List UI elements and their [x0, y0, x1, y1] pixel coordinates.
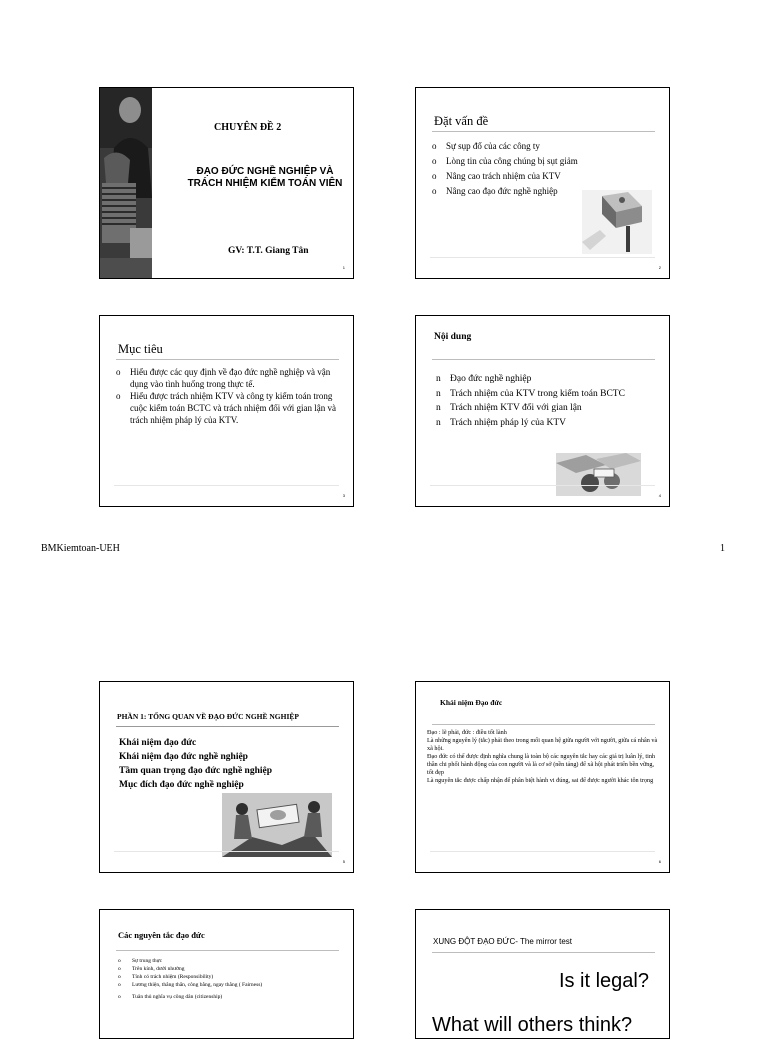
- list-item: n Trách nhiệm pháp lý của KTV: [436, 416, 656, 431]
- list-item: Tầm quan trọng đạo đức nghề nghiệp: [119, 766, 272, 776]
- slide-3: [99, 315, 354, 507]
- slide-title: ĐẠO ĐỨC NGHỀ NGHIỆP VÀ TRÁCH NHIỆM KIỂM TOÁN VIÊN: [187, 166, 343, 189]
- slide-title: PHẦN 1: TỔNG QUAN VỀ ĐẠO ĐỨC NGHỀ NGHIỆP: [117, 712, 299, 721]
- list-item: o Nâng cao đạo đức nghề nghiệp: [432, 184, 578, 199]
- title-rule: [116, 950, 339, 951]
- slide-number: 3: [342, 493, 345, 498]
- title-rule: [432, 952, 655, 953]
- slide-title: XUNG ĐỘT ĐẠO ĐỨC- The mirror test: [433, 937, 572, 946]
- list-item: Khái niệm đạo đức nghề nghiệp: [119, 752, 248, 762]
- list-item: o Sự sụp đổ của các công ty: [432, 139, 578, 154]
- slide-title: Các nguyên tắc đạo đức: [118, 930, 205, 940]
- title-rule: [116, 726, 339, 727]
- list-item: n Trách nhiệm KTV đối với gian lận: [436, 401, 656, 416]
- text-line: Là nguyên tắc được chấp nhận để phân biệt hành vi đúng, sai để được người khác tôn trọng: [427, 777, 654, 784]
- slide-2: [415, 87, 670, 279]
- title-rule: [432, 724, 655, 725]
- slide-8: [415, 909, 670, 1039]
- footer-rule: [114, 851, 339, 852]
- footer-rule: [430, 257, 655, 258]
- page-footer-left: BMKiemtoan-UEH: [41, 543, 120, 554]
- list-item: n Đạo đức nghề nghiệp: [436, 372, 656, 387]
- bullet-list: [436, 372, 656, 430]
- question-others: What will others think?: [432, 1014, 633, 1036]
- definition-text: [427, 729, 659, 785]
- slide-number: 6: [658, 859, 661, 864]
- footer-rule: [430, 851, 655, 852]
- question-legal: Is it legal?: [558, 970, 649, 992]
- list-item: o Tính có trách nhiệm (Responsibility): [118, 973, 262, 981]
- slide-7: [99, 909, 354, 1039]
- money-exchange-clipart: [556, 453, 641, 496]
- text-line: Đạo đức có thể được định nghĩa chung là toàn bộ các nguyên tắc hay các giá trị luân lý, tinh thần chi phối hành động của con người và là cơ sở (nền tảng) để xã hội phát triển bền vững, tốt đẹp: [427, 753, 656, 776]
- slide-6: [415, 681, 670, 873]
- title-rule: [116, 359, 339, 360]
- slide-5: [99, 681, 354, 873]
- slide-number: 2: [658, 265, 661, 270]
- list-item: o Nâng cao trách nhiệm của KTV: [432, 169, 578, 184]
- slide-number: 1: [342, 265, 345, 270]
- slide-kicker: CHUYÊN ĐỀ 2: [214, 122, 282, 133]
- slide-title: Nội dung: [434, 332, 472, 342]
- bullet-list: [432, 139, 578, 199]
- list-item: o Hiểu được trách nhiệm KTV và công ty kiểm toán trong cuộc kiểm toán BCTC và trách nhiệm đối với gian lận và trách nhiệm pháp lý của KTV.: [116, 390, 341, 426]
- bullet-list: [118, 957, 262, 1001]
- slide-title: Khái niệm Đạo đức: [440, 698, 503, 707]
- list-item: n Trách nhiệm của KTV trong kiểm toán BCTC: [436, 387, 656, 402]
- list-item: o Lương thiện, thẳng thắn, công bằng, ngay thẳng ( Fairness): [118, 981, 262, 989]
- list-item: o Lòng tin của công chúng bị sụt giảm: [432, 154, 578, 169]
- slide-title: Đặt vấn đề: [434, 114, 489, 128]
- people-at-computer-photo: [100, 88, 152, 278]
- list-item: o Hiểu được các quy định về đạo đức nghề nghiệp và vận dụng vào tình huống trong thực tế.: [116, 366, 341, 390]
- list-item: Mục đích đạo đức nghề nghiệp: [119, 780, 244, 790]
- slide-1: [99, 87, 354, 279]
- tug-of-war-money-clipart: [222, 793, 332, 857]
- footer-rule: [114, 485, 339, 486]
- list-item: o Sự trung thực: [118, 957, 262, 965]
- slide-title: Mục tiêu: [118, 342, 163, 356]
- slide-number: 5: [342, 859, 345, 864]
- topic-list: [119, 736, 272, 792]
- page-number: 1: [720, 543, 725, 554]
- list-item: Khái niệm đạo đức: [119, 738, 197, 748]
- title-rule: [432, 131, 655, 132]
- title-rule: [432, 359, 655, 360]
- bullet-list: [116, 366, 341, 426]
- list-item: o Trên kính, dưới nhường: [118, 965, 262, 973]
- text-line: Là những nguyên lý (tắc) phải theo trong mối quan hệ giữa người với người, giữa cá nhân và xã hội.: [427, 737, 658, 752]
- slide-4: [415, 315, 670, 507]
- footer-rule: [430, 485, 655, 486]
- teacher-name: GV: T.T. Giang Tân: [228, 246, 309, 256]
- mailbox-clipart: [582, 190, 652, 254]
- list-item: o Tuân thủ nghĩa vụ công dân (citizenship): [118, 993, 262, 1001]
- text-line: Đạo : lẽ phải, đức : điều tốt lành: [427, 729, 507, 736]
- slide-number: 4: [658, 493, 661, 498]
